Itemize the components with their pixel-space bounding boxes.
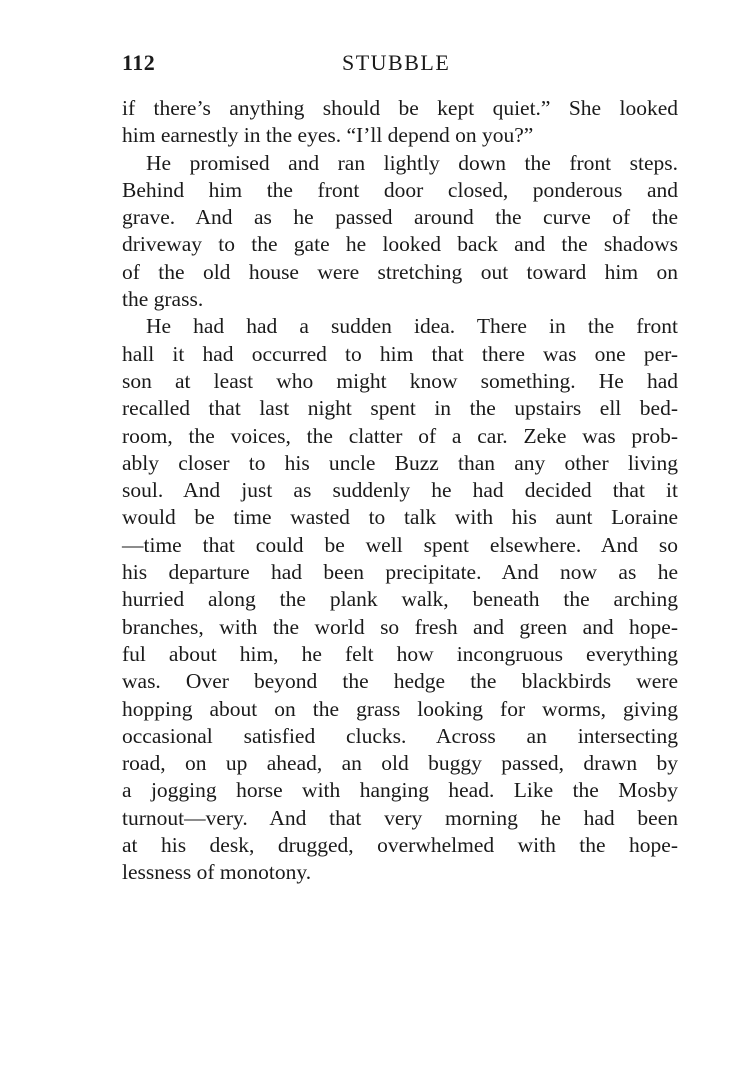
text-line: lessness of monotony. bbox=[122, 860, 312, 885]
text-line: him earnestly in the eyes. “I’ll depend on you?” bbox=[122, 123, 534, 148]
text-line: a jogging horse with hanging head. Like the Mosby bbox=[122, 778, 678, 803]
text-line: He promised and ran lightly down the front steps. bbox=[146, 150, 678, 175]
text-line: hall it had occurred to him that there was one per- bbox=[122, 341, 678, 366]
text-line: son at least who might know something. He had bbox=[122, 368, 678, 393]
text-line: would be time wasted to talk with his aunt Loraine bbox=[122, 505, 678, 530]
text-line: recalled that last night spent in the upstairs ell bed- bbox=[122, 396, 678, 421]
text-line: his departure had been precipitate. And now as he bbox=[122, 560, 678, 585]
text-line: Behind him the front door closed, ponderous and bbox=[122, 177, 678, 202]
text-line: of the old house were stretching out toward him on bbox=[122, 259, 678, 284]
page-number: 112 bbox=[122, 50, 156, 75]
text-line: was. Over beyond the hedge the blackbirds were bbox=[122, 669, 678, 694]
text-line: if there’s anything should be kept quiet.” She looked bbox=[122, 96, 678, 120]
text-line: branches, with the world so fresh and green and hope- bbox=[122, 614, 678, 639]
text-line: grave. And as he passed around the curve of the bbox=[122, 205, 678, 230]
text-line: —time that could be well spent elsewhere. And so bbox=[122, 532, 678, 557]
text-line: at his desk, drugged, overwhelmed with the hope- bbox=[122, 833, 678, 858]
text-line: the grass. bbox=[122, 287, 204, 312]
text-line: ably closer to his uncle Buzz than any other living bbox=[122, 450, 678, 475]
text-line: road, on up ahead, an old buggy passed, drawn by bbox=[122, 751, 678, 776]
text-line: room, the voices, the clatter of a car. Zeke was prob- bbox=[122, 423, 678, 448]
text-line: driveway to the gate he looked back and the shadows bbox=[122, 232, 678, 257]
text-line: turnout—very. And that very morning he had been bbox=[122, 805, 678, 830]
text-line: hopping about on the grass looking for worms, giving bbox=[122, 696, 678, 721]
text-line: He had had a sudden idea. There in the front bbox=[146, 314, 678, 339]
text-line: occasional satisfied clucks. Across an intersecting bbox=[122, 723, 678, 748]
text-line: soul. And just as suddenly he had decided that it bbox=[122, 478, 678, 503]
page-header bbox=[122, 50, 680, 90]
text-line: ful about him, he felt how incongruous everything bbox=[122, 641, 678, 666]
body-text bbox=[122, 95, 678, 887]
running-head: STUBBLE bbox=[342, 50, 451, 75]
text-line: hurried along the plank walk, beneath the arching bbox=[122, 587, 678, 612]
